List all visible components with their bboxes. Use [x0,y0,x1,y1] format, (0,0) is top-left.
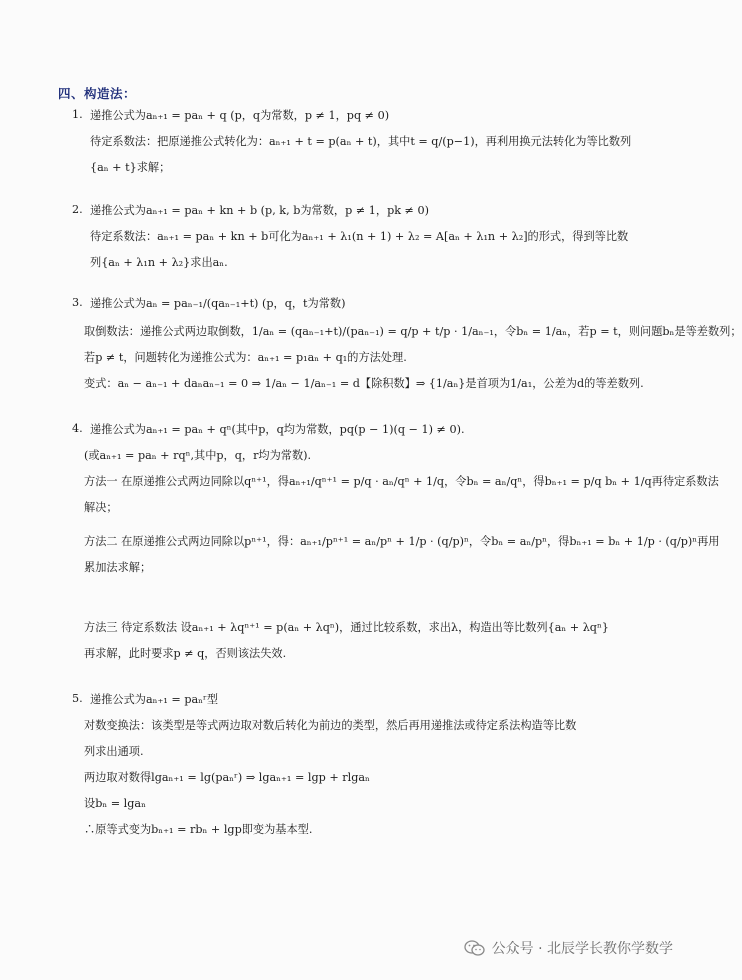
item-4-formula: 递推公式为aₙ₊₁ = paₙ + qⁿ(其中p，q均为常数，pq(p − 1)(q − 1) ≠ 0). [90,423,465,436]
item-5-method-cont: 列求出通项. [84,745,144,758]
wechat-watermark [464,938,673,958]
item-1-method: 待定系数法：把原递推公式转化为：aₙ₊₁ + t = p(aₙ + t)，其中t = q/(p−1)，再利用换元法转化为等比数列 [90,135,632,148]
item-5-conclusion: ∴原等式变为bₙ₊₁ = rbₙ + lgp即变为基本型. [84,823,313,836]
item-4-method-two-cont: 累加法求解； [84,561,152,574]
item-4-alt-formula: (或aₙ₊₁ = paₙ + rqⁿ,其中p，q，r均为常数). [84,449,312,462]
item-3-method-cont: 若p ≠ t，问题转化为递推公式为：aₙ₊₁ = p₁aₙ + q₁的方法处理. [84,351,407,364]
item-number-5: 5. [72,692,83,705]
item-5-formula: 递推公式为aₙ₊₁ = paₙʳ型 [90,693,219,706]
section-heading: 四、构造法： [58,86,137,101]
item-number-1: 1. [72,108,83,121]
item-2-formula: 递推公式为aₙ₊₁ = paₙ + kn + b (p, k, b为常数，p ≠ 1，pk ≠ 0) [90,204,429,217]
item-2-method-cont: 列{aₙ + λ₁n + λ₂}求出aₙ. [90,256,228,269]
item-5-log-step: 两边取对数得lgaₙ₊₁ = lg(paₙʳ) ⇒ lgaₙ₊₁ = lgp + rlgaₙ [84,771,370,784]
item-4-method-three-cont: 再求解，此时要求p ≠ q，否则该法失效. [84,647,287,660]
item-number-3: 3. [72,296,83,309]
item-3-method: 取倒数法：递推公式两边取倒数，1/aₙ = (qaₙ₋₁+t)/(paₙ₋₁) = q/p + t/p · 1/aₙ₋₁，令bₙ = 1/aₙ，若p = t，则问题bₙ是等差数列； [84,325,742,338]
item-3-formula: 递推公式为aₙ = paₙ₋₁/(qaₙ₋₁+t) (p，q，t为常数) [90,297,346,310]
item-1-formula: 递推公式为aₙ₊₁ = paₙ + q (p，q为常数，p ≠ 1，pq ≠ 0) [90,109,390,122]
item-number-4: 4. [72,422,83,435]
item-4-method-one: 方法一 在原递推公式两边同除以qⁿ⁺¹，得aₙ₊₁/qⁿ⁺¹ = p/q · aₙ/qⁿ + 1/q，令bₙ = aₙ/qⁿ，得bₙ₊₁ = p/q bₙ + 1/q再待定系数法 [84,475,719,488]
item-1-method-cont: {aₙ + t}求解； [90,161,171,174]
item-4-method-two: 方法二 在原递推公式两边同除以pⁿ⁺¹，得：aₙ₊₁/pⁿ⁺¹ = aₙ/pⁿ + 1/p · (q/p)ⁿ，令bₙ = aₙ/pⁿ，得bₙ₊₁ = bₙ + 1/p · (q/p)ⁿ再用 [84,535,720,548]
item-4-method-one-cont: 解决； [84,501,118,514]
wechat-icon [464,939,486,957]
item-3-variant: 变式：aₙ − aₙ₋₁ + daₙaₙ₋₁ = 0 ⇒ 1/aₙ − 1/aₙ₋₁ = d【除积数】⇒ {1/aₙ}是首项为1/a₁，公差为d的等差数列. [84,377,644,390]
item-5-method: 对数变换法：该类型是等式两边取对数后转化为前边的类型，然后再用递推法或待定系法构造等比数 [84,719,577,732]
watermark-text: 公众号 · 北辰学长教你学数学 [491,941,673,957]
item-5-substitution: 设bₙ = lgaₙ [84,797,146,810]
item-number-2: 2. [72,203,83,216]
item-2-method: 待定系数法：aₙ₊₁ = paₙ + kn + b可化为aₙ₊₁ + λ₁(n + 1) + λ₂ = A[aₙ + λ₁n + λ₂]的形式，得到等比数 [90,230,629,243]
item-4-method-three: 方法三 待定系数法 设aₙ₊₁ + λqⁿ⁺¹ = p(aₙ + λqⁿ)，通过比较系数，求出λ，构造出等比数列{aₙ + λqⁿ} [84,621,609,634]
